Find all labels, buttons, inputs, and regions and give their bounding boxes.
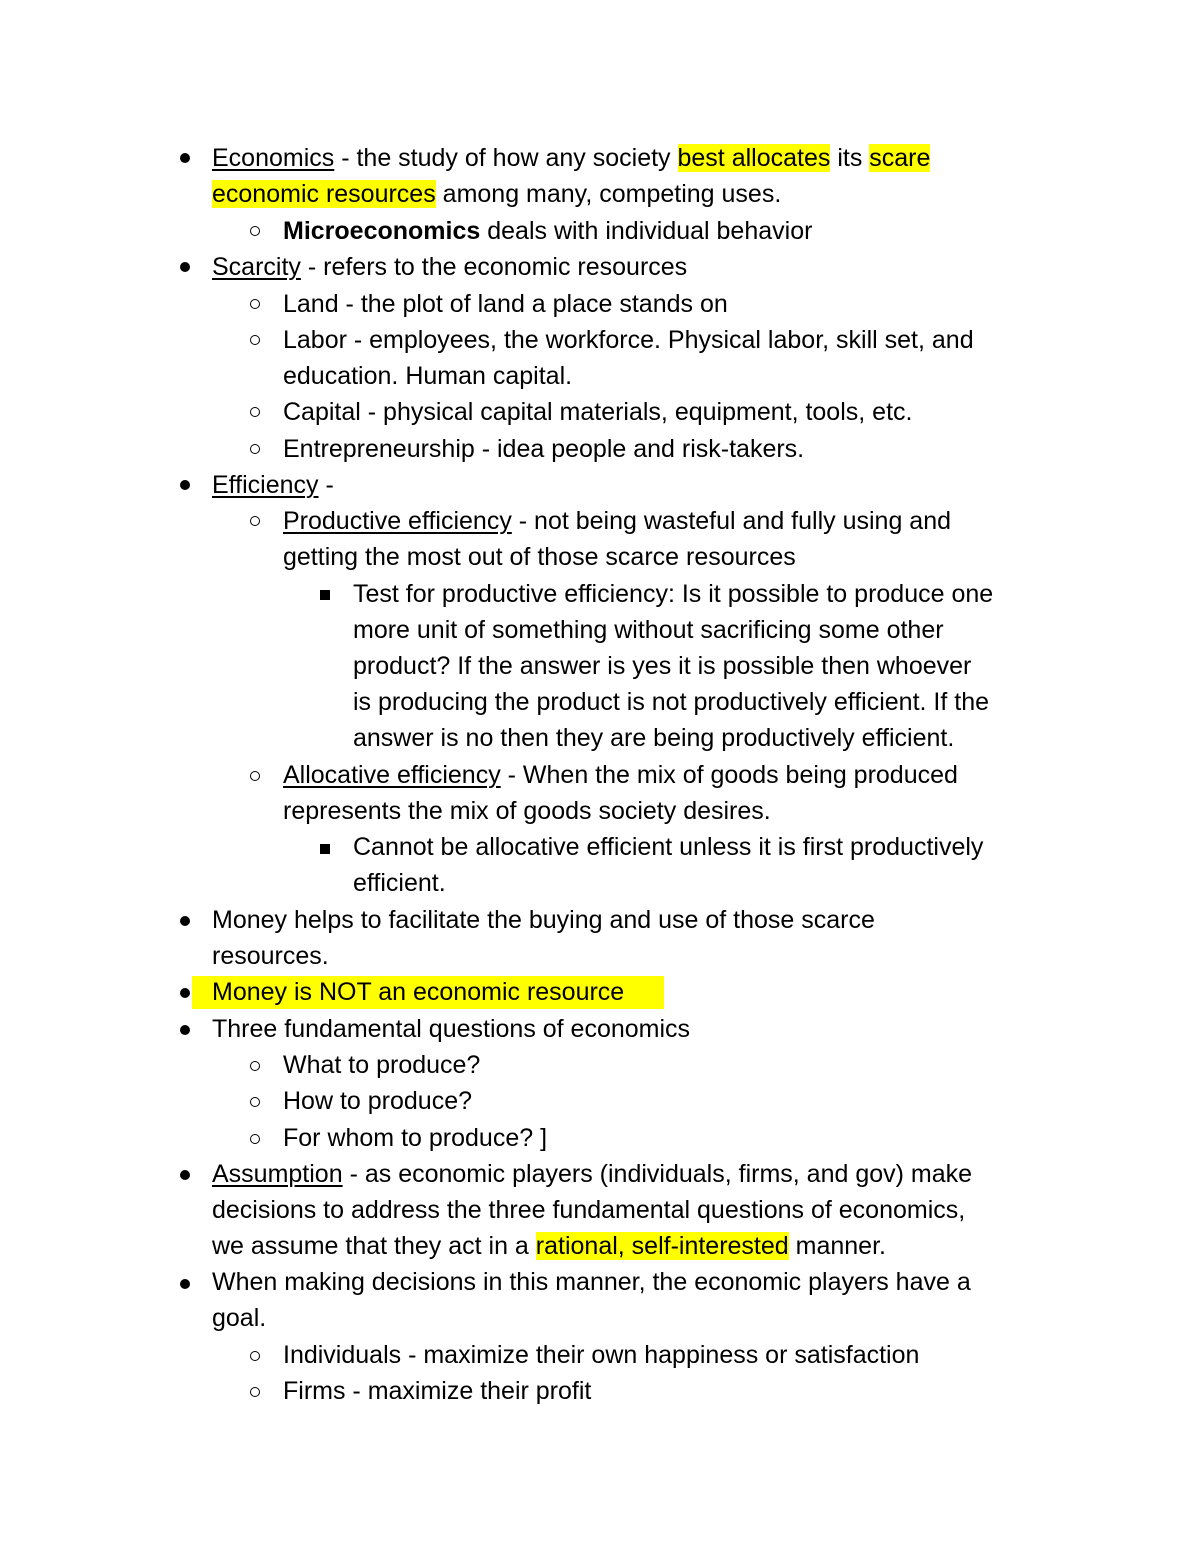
highlight-economic-resources: economic resources bbox=[212, 180, 436, 208]
term-productive-efficiency: Productive efficiency bbox=[283, 507, 512, 535]
economics-line-1: Economics - the study of how any society best allocates its scare bbox=[212, 144, 931, 172]
what-line: What to produce? bbox=[283, 1051, 481, 1079]
whom-line: For whom to produce? ] bbox=[283, 1124, 548, 1152]
bullet-circle-icon bbox=[250, 444, 260, 454]
bullet-circle-icon bbox=[250, 771, 260, 781]
test-line-5: answer is no then they are being productively efficient. bbox=[353, 724, 955, 752]
productive-line-2: getting the most out of those scarce resources bbox=[283, 543, 796, 571]
how-line: How to produce? bbox=[283, 1087, 473, 1115]
bullet-disc-icon bbox=[180, 480, 190, 490]
cannot-line-1: Cannot be allocative efficient unless it is first productively bbox=[353, 833, 984, 861]
bullet-circle-icon bbox=[250, 407, 260, 417]
micro-line: Microeconomics deals with individual behavior bbox=[283, 217, 813, 245]
test-line-4: is producing the product is not productively efficient. If the bbox=[353, 688, 990, 716]
bullet-circle-icon bbox=[250, 1387, 260, 1397]
labor-line-2: education. Human capital. bbox=[283, 362, 573, 390]
labor-line-1: Labor - employees, the workforce. Physical labor, skill set, and bbox=[283, 326, 974, 354]
cannot-line-2: efficient. bbox=[353, 869, 446, 897]
bullet-circle-icon bbox=[250, 226, 260, 236]
money-line-1: Money helps to facilitate the buying and use of those scarce bbox=[212, 906, 875, 934]
term-microeconomics: Microeconomics bbox=[283, 217, 481, 245]
money-line-2: resources. bbox=[212, 942, 329, 970]
three-questions-line: Three fundamental questions of economics bbox=[212, 1015, 691, 1043]
assumption-line-1: Assumption - as economic players (individuals, firms, and gov) make bbox=[212, 1160, 973, 1188]
bullet-circle-icon bbox=[250, 516, 260, 526]
scarcity-line: Scarcity - refers to the economic resources bbox=[212, 253, 688, 281]
entrepreneurship-line: Entrepreneurship - idea people and risk-takers. bbox=[283, 435, 805, 463]
highlight-scare: scare bbox=[869, 144, 931, 172]
allocative-line-1: Allocative efficiency - When the mix of goods being produced bbox=[283, 761, 958, 789]
economics-line-2: economic resources among many, competing uses. bbox=[212, 180, 782, 208]
bullet-disc-icon bbox=[180, 153, 190, 163]
term-economics: Economics bbox=[212, 144, 335, 172]
term-efficiency: Efficiency bbox=[212, 471, 319, 499]
efficiency-line: Efficiency - bbox=[212, 471, 334, 499]
land-line: Land - the plot of land a place stands on bbox=[283, 290, 728, 318]
assumption-line-2: decisions to address the three fundamental questions of economics, bbox=[212, 1196, 966, 1224]
bullet-square-icon bbox=[320, 590, 330, 600]
bullet-square-icon bbox=[320, 844, 330, 854]
bullet-disc-icon bbox=[180, 988, 190, 998]
goal-line-2: goal. bbox=[212, 1304, 267, 1332]
goal-line-1: When making decisions in this manner, the economic players have a bbox=[212, 1268, 971, 1296]
allocative-line-2: represents the mix of goods society desires. bbox=[283, 797, 771, 825]
bullet-disc-icon bbox=[180, 1025, 190, 1035]
term-allocative-efficiency: Allocative efficiency bbox=[283, 761, 501, 789]
term-scarcity: Scarcity bbox=[212, 253, 301, 281]
capital-line: Capital - physical capital materials, equipment, tools, etc. bbox=[283, 398, 913, 426]
bullet-circle-icon bbox=[250, 299, 260, 309]
bullet-circle-icon bbox=[250, 1351, 260, 1361]
bullet-circle-icon bbox=[250, 1061, 260, 1071]
highlight-best-allocates: best allocates bbox=[677, 144, 831, 172]
bullet-disc-icon bbox=[180, 1279, 190, 1289]
bullet-circle-icon bbox=[250, 1134, 260, 1144]
highlight-rational-self-interested: rational, self-interested bbox=[535, 1232, 789, 1260]
productive-line-1: Productive efficiency - not being wasteful and fully using and bbox=[283, 507, 952, 535]
bullet-circle-icon bbox=[250, 1097, 260, 1107]
firms-line: Firms - maximize their profit bbox=[283, 1377, 592, 1405]
money-not-line: Money is NOT an economic resource bbox=[212, 978, 625, 1006]
test-line-1: Test for productive efficiency: Is it possible to produce one bbox=[353, 580, 994, 608]
assumption-line-3: we assume that they act in a rational, self-interested manner. bbox=[212, 1232, 886, 1260]
bullet-disc-icon bbox=[180, 262, 190, 272]
bullet-disc-icon bbox=[180, 1170, 190, 1180]
term-assumption: Assumption bbox=[212, 1160, 343, 1188]
bullet-disc-icon bbox=[180, 916, 190, 926]
test-line-3: product? If the answer is yes it is possible then whoever bbox=[353, 652, 972, 680]
individuals-line: Individuals - maximize their own happiness or satisfaction bbox=[283, 1341, 920, 1369]
test-line-2: more unit of something without sacrificing some other bbox=[353, 616, 944, 644]
bullet-circle-icon bbox=[250, 335, 260, 345]
